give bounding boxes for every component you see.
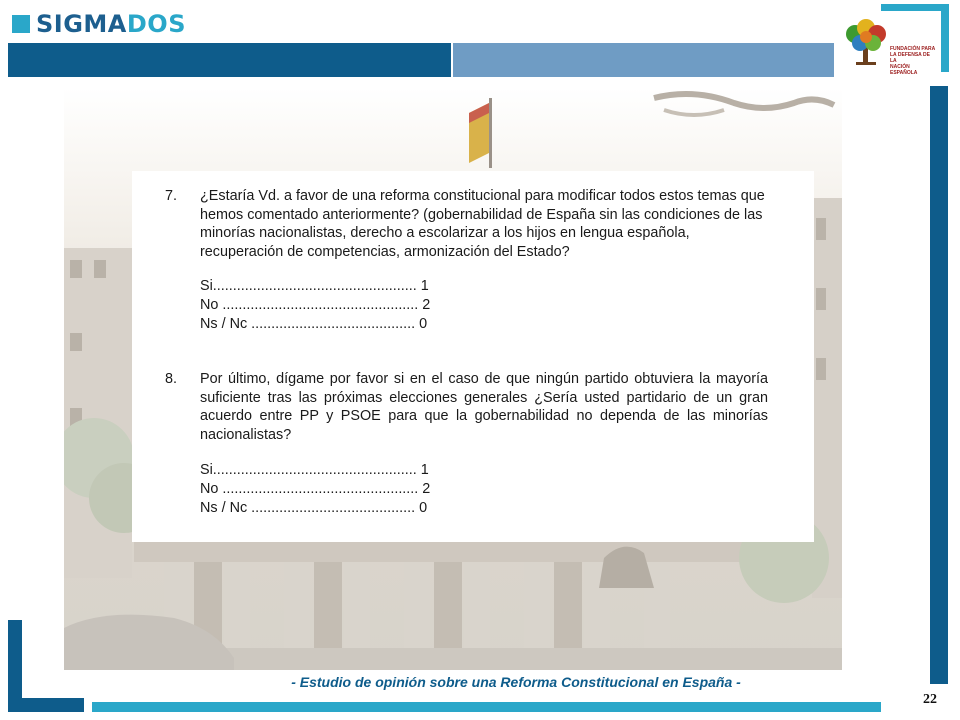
- top-right-bracket-vertical: [941, 4, 949, 72]
- header-bar-light: [453, 43, 834, 77]
- bottom-left-bracket-horizontal: [8, 698, 84, 712]
- option-ns-nc: Ns / Nc ......................................... 0: [200, 316, 428, 332]
- question-text: ¿Estaría Vd. a favor de una reforma constitucional para modificar todos estos temas que hemos comentado anteriormente? (gobernabilidad de España sin las condiciones de las minorías nacionalistas, derecho a escolarizar a los hijos en lengua española, recuperación de competencias, armonización del Estado?: [200, 188, 765, 260]
- logo-part2: DOS: [126, 10, 186, 38]
- header-bar-dark: [8, 43, 451, 77]
- right-vertical-bar: [930, 86, 948, 684]
- option-si: Si................................................... 1: [200, 462, 429, 478]
- question-text: Por último, dígame por favor si en el caso de que ningún partido obtuviera la mayoría suficiente tras las próximas elecciones generales ¿Sería usted partidario de un gran acuerdo entre PP y PSOE para que la gobernabilidad no dependa de las minorías nacionalistas?: [200, 371, 768, 443]
- option-si: Si................................................... 1: [200, 278, 429, 294]
- footer-title: - Estudio de opinión sobre una Reforma Constitucional en España -: [291, 674, 741, 690]
- question-number: 8.: [165, 371, 178, 387]
- option-no: No ................................................. 2: [200, 297, 431, 313]
- logo-square-icon: [12, 15, 30, 33]
- foundation-logo: [840, 16, 938, 76]
- question-8: [165, 370, 768, 450]
- option-no: No ................................................. 2: [200, 481, 431, 497]
- foundation-caption: FUNDACIÓN PARA LA DEFENSA DE LA NACIÓN ESPAÑOLA: [890, 46, 936, 76]
- page-number: 22: [923, 692, 937, 707]
- question-number: 7.: [165, 188, 178, 204]
- question-7: [165, 187, 768, 277]
- tree-icon: [842, 18, 890, 68]
- bottom-bar: [92, 702, 881, 712]
- option-ns-nc: Ns / Nc ......................................... 0: [200, 500, 428, 516]
- sigmados-logo: [12, 12, 186, 36]
- logo-wordmark: [36, 12, 186, 36]
- logo-part1: SIGMA: [36, 10, 127, 38]
- questionnaire-panel: [132, 171, 814, 542]
- top-right-bracket: [881, 4, 949, 11]
